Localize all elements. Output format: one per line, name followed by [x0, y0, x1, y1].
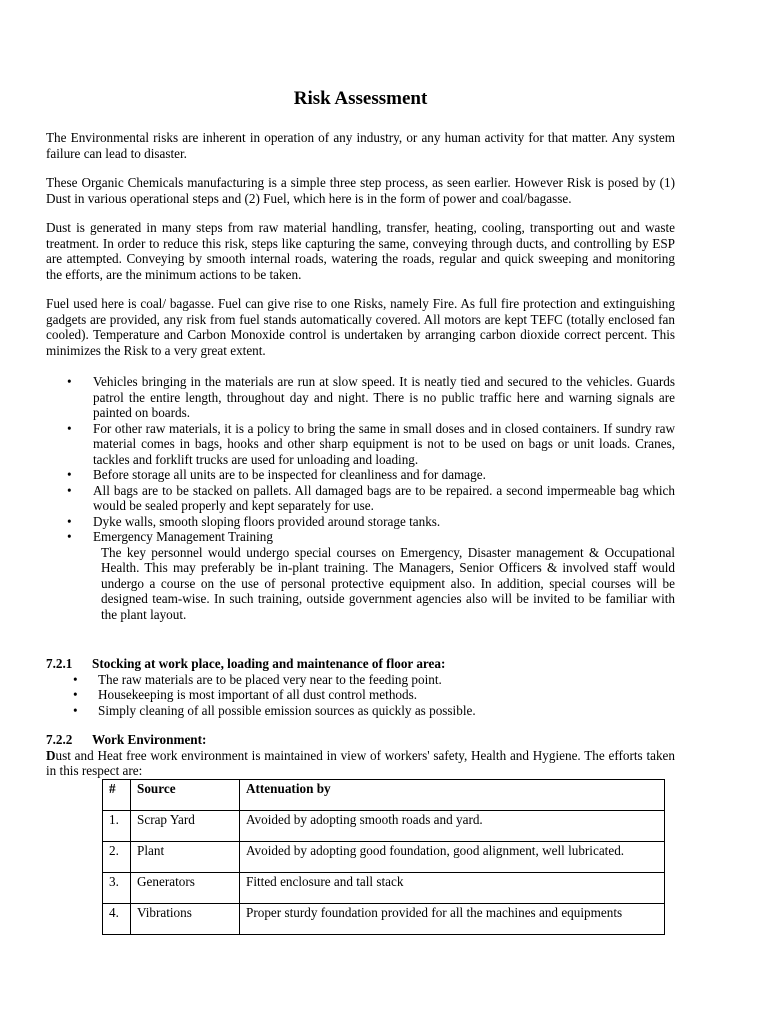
section-number: 7.2.2 — [46, 732, 73, 747]
risk-measures-list — [46, 374, 675, 622]
table-cell: Avoided by adopting smooth roads and yard. — [240, 810, 665, 841]
table-cell: Generators — [131, 872, 240, 903]
list-item: • For other raw materials, it is a policy to bring the same in small doses and in closed containers. If sundry raw material comes in bags, hooks and other sharp equipment is not to be used on bags or unit loads. Cranes, tackles and forklift trucks are used for unloading and loading. — [46, 421, 675, 468]
paragraph-intro: The Environmental risks are inherent in operation of any industry, or any human activity for that matter. Any system failure can lead to disaster. — [46, 130, 675, 161]
drop-letter: D — [46, 747, 56, 763]
paragraph-dust: Dust is generated in many steps from raw material handling, transfer, heating, cooling, transporting out and waste treatment. In order to reduce this risk, steps like capturing the same, conveying through ducts, and controlling by ESP are attempted. Conveying by smooth internal roads, watering the roads, regular and quick sweeping and monitoring the efforts, are the minimum actions to be taken. — [46, 220, 675, 282]
table-row — [103, 903, 665, 934]
list-item: • Dyke walls, smooth sloping floors provided around storage tanks. — [46, 514, 675, 530]
table-cell: 2. — [103, 841, 131, 872]
training-text: The key personnel would undergo special courses on Emergency, Disaster management & Occupational Health. This may preferably be in-plant training. The Managers, Senior Officers & involved staff would undergo a course on the use of personal protective equipment also. In addition, special courses will be designed team-wise. In such training, outside government agencies also will be invited to be familiar with the plant layout. — [101, 544, 675, 622]
table-cell: 4. — [103, 903, 131, 934]
list-item: • The raw materials are to be placed very near to the feeding point. — [46, 672, 675, 688]
list-item: • Housekeeping is most important of all dust control methods. — [46, 687, 675, 703]
column-header: # — [103, 779, 131, 810]
table-cell: Scrap Yard — [131, 810, 240, 841]
table-row — [103, 841, 665, 872]
attenuation-table — [102, 779, 665, 935]
work-environment-text — [46, 748, 675, 779]
section-heading-721 — [46, 656, 675, 672]
table-row — [103, 810, 665, 841]
list-item: • Simply cleaning of all possible emission sources as quickly as possible. — [46, 703, 675, 719]
section-number: 7.2.1 — [46, 656, 73, 671]
table-row — [103, 872, 665, 903]
paragraph-process: These Organic Chemicals manufacturing is a simple three step process, as seen earlier. However Risk is posed by (1) Dust in various operational steps and (2) Fuel, which here is in the form of power and coal/bagasse. — [46, 175, 675, 206]
list-item: • Vehicles bringing in the materials are run at slow speed. It is neatly tied and secured to the vehicles. Guards patrol the entire length, throughout day and night. There is no public traffic here and warning signals are painted on boards. — [46, 374, 675, 421]
section-heading-722 — [46, 732, 675, 748]
table-cell: 3. — [103, 872, 131, 903]
section-title: Work Environment: — [92, 732, 207, 747]
table-cell: Avoided by adopting good foundation, good alignment, well lubricated. — [240, 841, 665, 872]
table-cell: 1. — [103, 810, 131, 841]
table-cell: Plant — [131, 841, 240, 872]
work-environment-body: ust and Heat free work environment is maintained in view of workers' safety, Health and Hygiene. The efforts taken in this respect are: — [46, 747, 675, 778]
training-heading: • Emergency Management Training — [93, 529, 273, 544]
column-header: Attenuation by — [240, 779, 665, 810]
list-item-training — [46, 529, 675, 622]
document-page — [46, 88, 675, 935]
stocking-list — [46, 672, 675, 719]
table-header-row — [103, 779, 665, 810]
list-item: • All bags are to be stacked on pallets. All damaged bags are to be repaired. a second impermeable bag which would be sealed properly and kept separately for use. — [46, 483, 675, 514]
list-item: • Before storage all units are to be inspected for cleanliness and for damage. — [46, 467, 675, 483]
section-title: Stocking at work place, loading and maintenance of floor area: — [92, 656, 446, 671]
paragraph-fuel: Fuel used here is coal/ bagasse. Fuel can give rise to one Risks, namely Fire. As full fire protection and extinguishing gadgets are provided, any risk from fuel stands automatically covered. All motors are kept TEFC (totally enclosed fan cooled). Temperature and Carbon Monoxide control is undertaken by arranging carbon dioxide correct percent. This minimizes the Risk to a very great extent. — [46, 296, 675, 358]
table-cell: Proper sturdy foundation provided for all the machines and equipments — [240, 903, 665, 934]
table-cell: Fitted enclosure and tall stack — [240, 872, 665, 903]
table-cell: Vibrations — [131, 903, 240, 934]
column-header: Source — [131, 779, 240, 810]
page-title: Risk Assessment — [293, 88, 428, 109]
